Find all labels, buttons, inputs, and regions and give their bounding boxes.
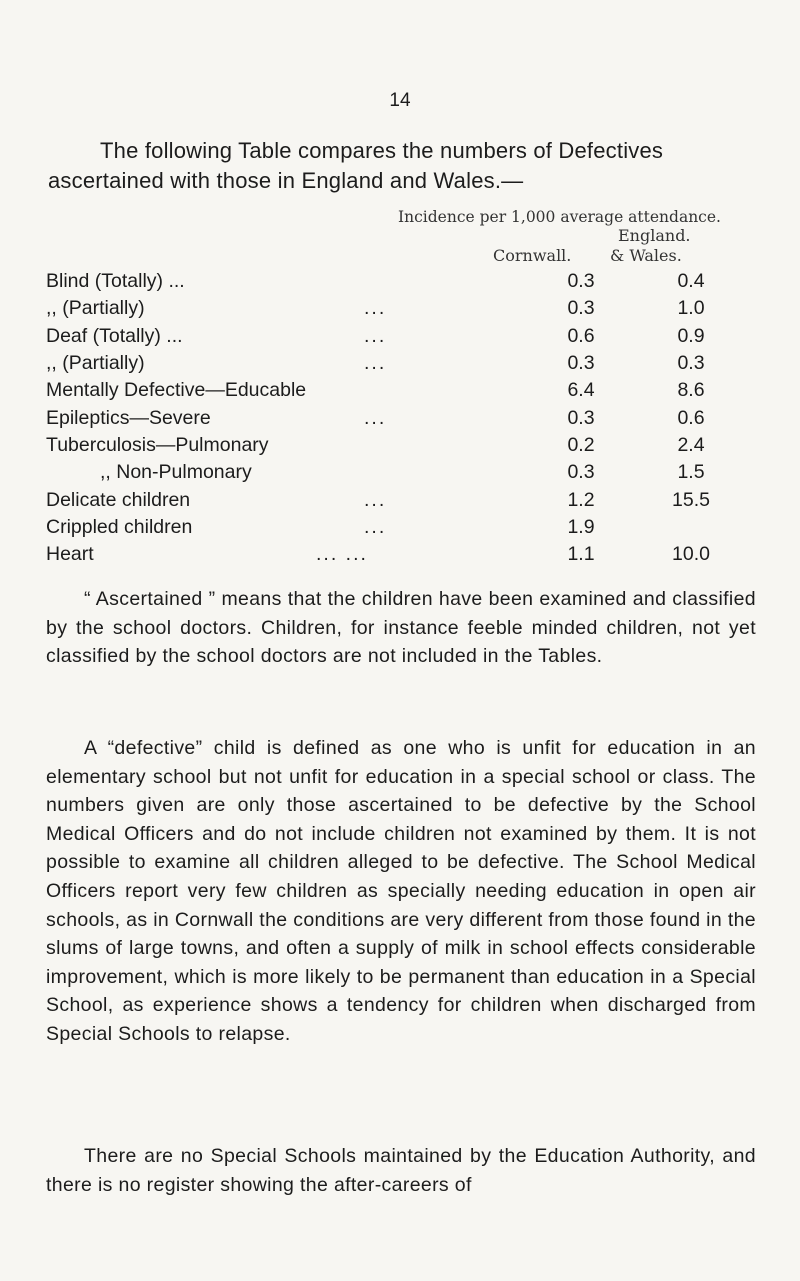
cornwall-value: 0.3 [567,406,595,429]
england-value: 0.3 [677,352,705,375]
england-value: 10.0 [672,543,710,566]
paragraph-defective-definition: A “defective” child is defined as one who is unfit for education in an elementary school but not unfit for education in a special school or class. The numbers given are only those ascertained to be defective by the School Medical Officers and do not include children not examined by them. It is not possible to examine all children alleged to be defective. The School Medical Officers report very few children as specially needing education in open air schools, as in Cornwall the conditions are very different from those found in the slums of large towns, and often a supply of milk in school effects considerable improvement, which is more likely to be permanent than education in a Special School, as experience shows a tendency for children when discharged from Special Schools to relapse. [46,737,756,1045]
table-row [46,514,761,541]
england-value: 8.6 [677,379,705,402]
england-value: 0.4 [677,270,705,293]
table-row [46,404,761,431]
page-number: 14 [389,90,411,111]
cornwall-value: 1.2 [567,488,595,511]
table-header-england-2: & Wales. [610,246,682,265]
cornwall-value: 0.2 [567,433,595,456]
england-value: 0.6 [677,406,705,429]
table-row [46,486,761,513]
row-label: Crippled children ... [46,515,387,538]
table-header-incidence: Incidence per 1,000 average attendance. [398,208,721,226]
defectives-table [46,268,761,568]
england-value: 1.0 [677,297,705,320]
intro-line-1: The following Table compares the numbers of Defectives [100,138,664,163]
row-label: Delicate children ... [46,488,387,511]
cornwall-value: 0.6 [567,324,595,347]
england-value: 15.5 [672,488,710,511]
cornwall-value: 1.1 [567,543,595,566]
row-label: Deaf (Totally) ... ... [46,324,387,347]
paragraph-ascertained: “ Ascertained ” means that the children have been examined and classified by the school doctors. Children, for instance feeble minded children, not yet classified by the school doctors are not included in the Tables. [46,588,756,668]
cornwall-value: 1.9 [567,515,595,538]
row-label: Mentally Defective—Educable [46,379,307,402]
cornwall-value: 0.3 [567,270,595,293]
table-row [46,432,761,459]
cornwall-value: 0.3 [567,297,595,320]
cornwall-value: 0.3 [567,352,595,375]
row-label: ,, (Partially) ... [46,297,387,320]
row-label: ,, Non-Pulmonary [100,461,252,484]
intro-text [48,136,760,196]
england-value: 2.4 [677,433,705,456]
table-row [46,323,761,350]
cornwall-value: 0.3 [567,461,595,484]
england-value: 1.5 [677,461,705,484]
england-value: 0.9 [677,324,705,347]
paragraph-special-schools: There are no Special Schools maintained by the Education Authority, and there is no register showing the after-careers of [46,1145,756,1196]
table-row [46,295,761,322]
cornwall-value: 6.4 [567,379,595,402]
row-label: Blind (Totally) ... [46,270,185,293]
table-row [46,541,761,568]
table-row [46,350,761,377]
table-row [46,377,761,404]
row-label: Epileptics—Severe ... [46,406,387,429]
row-label: Tuberculosis—Pulmonary [46,433,269,456]
row-label: Heart ... ... [46,543,368,566]
table-header-england-1: England. [618,226,691,245]
table-row [46,268,761,295]
intro-line-2: ascertained with those in England and Wales.— [48,168,524,193]
table-header-cornwall: Cornwall. [493,246,572,265]
row-label: ,, (Partially) ... [46,352,387,375]
table-row [46,459,761,486]
